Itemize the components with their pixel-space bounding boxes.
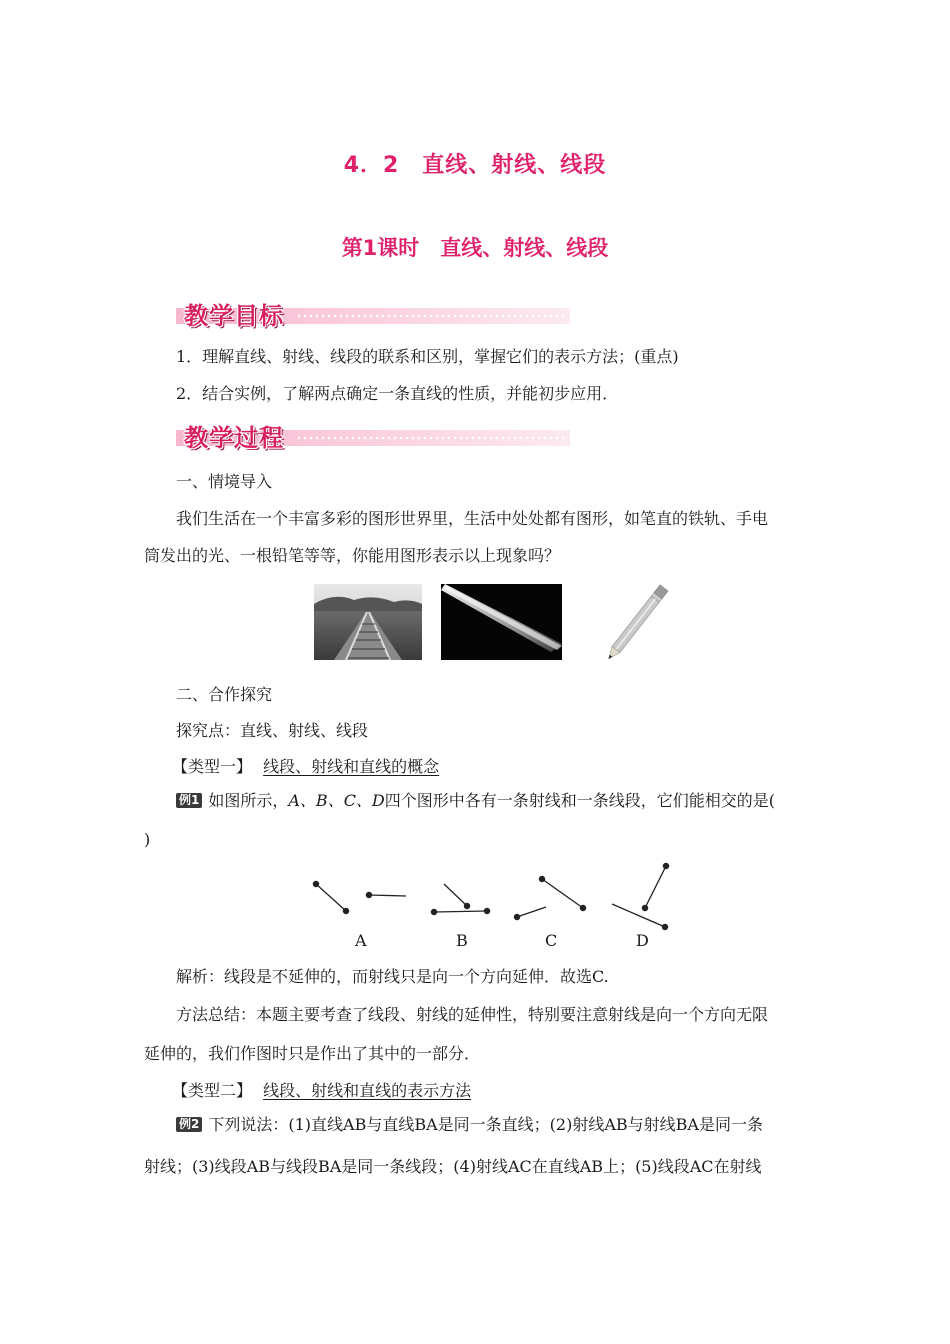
figure-b	[431, 884, 489, 915]
part1-heading: 一、情境导入	[176, 472, 273, 491]
example1-text: 如图所示，	[208, 791, 289, 810]
type1-line	[172, 756, 439, 778]
part1-paragraph-line: 我们生活在一个丰富多彩的图形世界里，生活中处处都有图形，如笔直的铁轨、手电	[176, 509, 769, 528]
banner-label: 教学过程	[184, 424, 284, 452]
figure-d	[612, 863, 669, 929]
figure-label-a: A	[355, 931, 367, 950]
example1-badge: 例1	[176, 793, 202, 808]
figure-label-d: D	[636, 931, 649, 950]
type1-title: 线段、射线和直线的概念	[263, 757, 440, 776]
lesson-title: 第1课时 直线、射线、线段	[341, 236, 609, 260]
figure-label-c: C	[545, 931, 558, 950]
example1-line2: )	[144, 830, 151, 849]
example1-text: 四个图形中各有一条射线和一条线段，它们能相交的是(	[384, 791, 776, 810]
type1-label: 【类型一】	[172, 757, 253, 776]
example2-badge: 例2	[176, 1117, 202, 1132]
example2-line	[176, 1114, 763, 1136]
example2-text: 下列说法：(1)直线AB与直线BA是同一条直线；(2)射线AB与射线BA是同一条	[208, 1115, 763, 1134]
banner-label: 教学目标	[184, 302, 284, 330]
summary-line: 方法总结：本题主要考查了线段、射线的延伸性，特别要注意射线是向一个方向无限	[176, 1005, 769, 1024]
example1-letters: A、B、C、D	[288, 791, 385, 810]
type2-title: 线段、射线和直线的表示方法	[263, 1081, 472, 1100]
figure-c	[514, 876, 585, 919]
figure-a	[313, 881, 406, 913]
example2-line2: 射线；(3)线段AB与线段BA是同一条线段；(4)射线AC在直线AB上；(5)线段AC在射线	[144, 1157, 762, 1176]
type2-label: 【类型二】	[172, 1081, 253, 1100]
explore-point: 探究点：直线、射线、线段	[176, 721, 369, 740]
analysis-text: 解析：线段是不延伸的，而射线只是向一个方向延伸．故选C.	[176, 967, 609, 986]
pencil-image	[584, 584, 670, 660]
type2-line	[172, 1080, 471, 1102]
railway-photo	[314, 584, 422, 660]
part2-heading: 二、合作探究	[176, 685, 273, 704]
example1-line	[176, 790, 775, 812]
goal-item: 2．结合实例，了解两点确定一条直线的性质，并能初步应用．	[176, 384, 619, 403]
summary-line: 延伸的，我们作图时只是作出了其中的一部分．	[144, 1044, 481, 1063]
figure-label-b: B	[456, 931, 468, 950]
part1-paragraph-line: 筒发出的光、一根铅笔等等，你能用图形表示以上现象吗？	[144, 546, 561, 565]
goal-item: 1．理解直线、射线、线段的联系和区别，掌握它们的表示方法；(重点)	[176, 347, 679, 366]
teaching-goals-banner	[176, 296, 570, 330]
light-beam-photo	[441, 584, 562, 660]
teaching-process-banner	[176, 418, 570, 452]
section-title: 4．2 直线、射线、线段	[343, 153, 607, 178]
